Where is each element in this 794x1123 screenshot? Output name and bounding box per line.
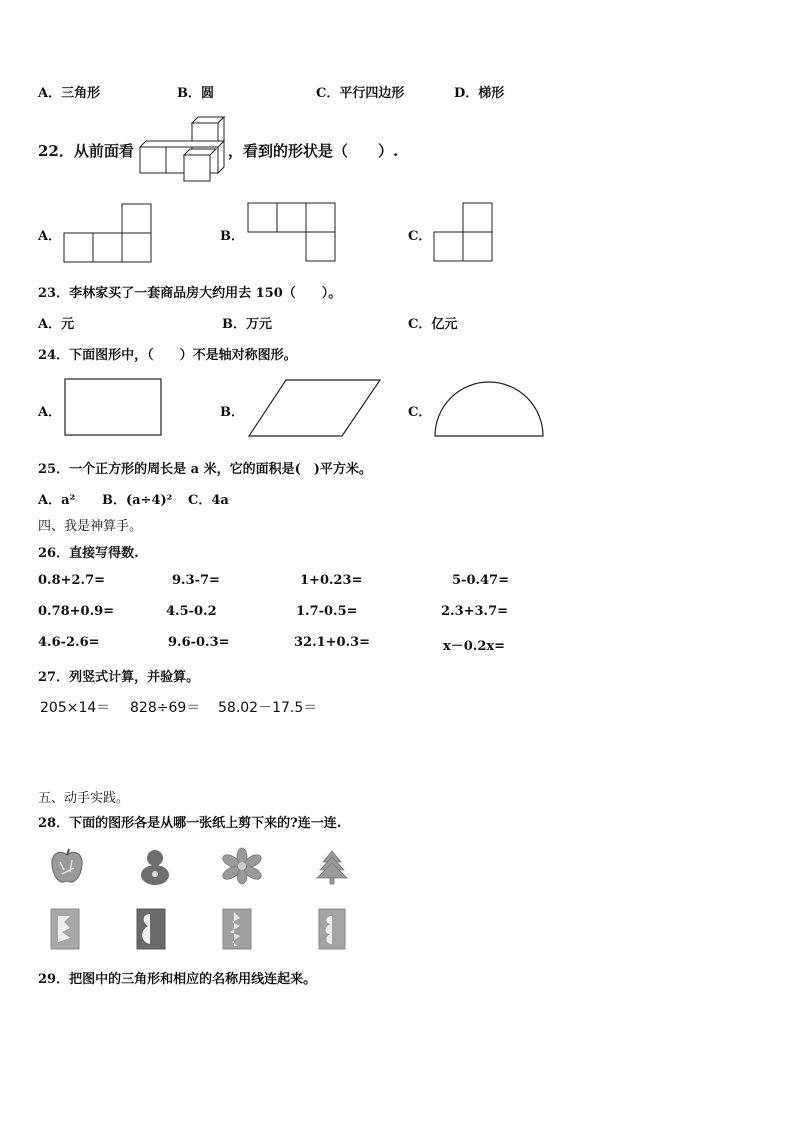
q23-option-c: C．亿元 xyxy=(408,317,458,332)
q25-text: 25．一个正方形的周长是 a 米，它的面积是( )平方米。 xyxy=(38,462,372,477)
q26-r2c2: 4.5-0.2 xyxy=(166,604,217,619)
q22-shape-c xyxy=(434,202,498,262)
q24-option-c: C． xyxy=(408,405,432,420)
q27-item-3: 58.02－17.5＝ xyxy=(218,700,318,716)
paper-sheet-2-icon xyxy=(136,908,168,950)
q27-item-2: 828÷69＝ xyxy=(130,700,201,716)
flower-cutout-icon xyxy=(222,848,262,884)
q26-r1c4: 5-0.47= xyxy=(452,573,509,588)
q26-r1c2: 9.3-7= xyxy=(172,573,220,588)
q26-r2c4: 2.3+3.7= xyxy=(441,604,509,619)
q24-option-a: A． xyxy=(38,405,62,420)
q24-text: 24．下面图形中，（ ）不是轴对称图形。 xyxy=(38,348,297,363)
q24-semicircle-shape xyxy=(434,380,546,438)
section-4-heading: 四、我是神算手。 xyxy=(38,519,143,534)
paper-sheet-3-icon xyxy=(222,908,254,950)
q27-title: 27．列竖式计算，并验算。 xyxy=(38,670,200,685)
q22-cube-figure xyxy=(140,115,236,185)
q26-r1c1: 0.8+2.7= xyxy=(38,573,106,588)
q24-option-b: B． xyxy=(220,405,244,420)
q23-option-a: A．元 xyxy=(38,317,75,332)
q26-r2c1: 0.78+0.9= xyxy=(38,604,115,619)
q25-option-c: C．4a xyxy=(188,493,229,508)
q25-option-a: A．a² xyxy=(38,493,76,508)
q22-shape-b xyxy=(248,202,338,262)
q22-suffix: ，看到的形状是（ ）. xyxy=(228,142,399,160)
q21-option-a: A．三角形 xyxy=(38,86,101,101)
paper-sheet-4-icon xyxy=(318,908,348,950)
paper-sheet-1-icon xyxy=(50,908,82,950)
gourd-cutout-icon xyxy=(138,848,172,886)
apple-cutout-icon xyxy=(50,848,84,886)
q21-option-d: D．梯形 xyxy=(454,86,505,101)
tree-cutout-icon xyxy=(315,850,349,886)
q29-title: 29．把图中的三角形和相应的名称用线连起来。 xyxy=(38,972,317,987)
q21-option-c: C．平行四边形 xyxy=(316,86,405,101)
q26-r2c3: 1.7-0.5= xyxy=(296,604,358,619)
q26-r3c1: 4.6-2.6= xyxy=(38,635,100,650)
q26-title: 26．直接写得数. xyxy=(38,546,139,561)
q28-title: 28．下面的图形各是从哪一张纸上剪下来的?连一连. xyxy=(38,816,342,831)
q21-option-b: B．圆 xyxy=(177,86,214,101)
q22-option-a: A． xyxy=(38,229,62,244)
q27-item-1: 205×14＝ xyxy=(40,700,111,716)
q22-option-b: B． xyxy=(220,229,244,244)
q22-shape-a xyxy=(64,203,154,263)
q26-r3c3: 32.1+0.3= xyxy=(294,635,371,650)
q23-text: 23．李林家买了一套商品房大约用去 150（ ）。 xyxy=(38,286,342,301)
q23-option-b: B．万元 xyxy=(222,317,272,332)
section-5-heading: 五、动手实践。 xyxy=(38,791,130,806)
q24-rectangle-shape xyxy=(64,378,164,438)
q22-option-c: C． xyxy=(408,229,432,244)
q22-prefix: 22．从前面看 xyxy=(38,142,134,160)
q26-r3c4: x－0.2x= xyxy=(443,639,506,654)
q26-r3c2: 9.6-0.3= xyxy=(168,635,230,650)
q26-r1c3: 1+0.23= xyxy=(300,573,363,588)
q24-parallelogram-shape xyxy=(248,378,383,438)
q25-option-b: B．(a÷4)² xyxy=(102,493,173,508)
